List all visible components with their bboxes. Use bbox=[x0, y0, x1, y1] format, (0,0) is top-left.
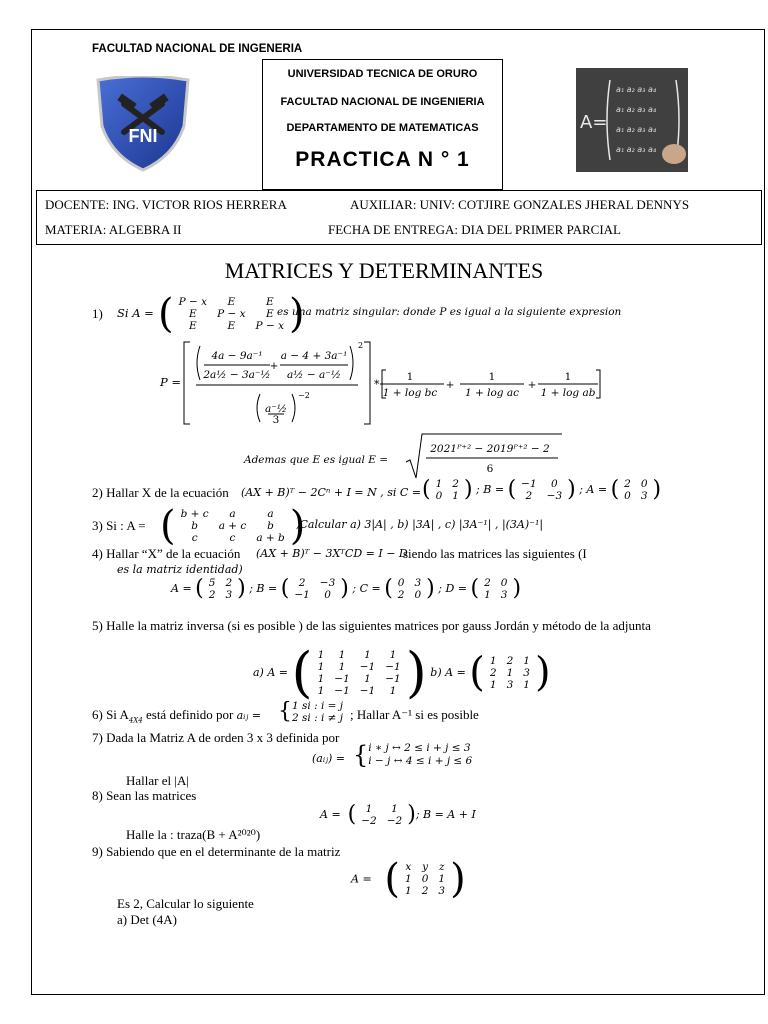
svg-text:1 + log ab: 1 + log ab bbox=[540, 387, 596, 399]
problem-9-es: Es 2, Calcular lo siguiente bbox=[117, 896, 254, 911]
svg-text:a₁ a₂ a₃ a₄: a₁ a₂ a₃ a₄ bbox=[616, 125, 657, 134]
svg-text:2021ᴾ⁺² − 2019ᴾ⁺² − 2: 2021ᴾ⁺² − 2019ᴾ⁺² − 2 bbox=[430, 443, 550, 455]
problem-8-halle: Halle la : traza(B + A²⁰²⁰) bbox=[126, 827, 261, 842]
svg-text:a½ − a⁻½: a½ − a⁻½ bbox=[287, 369, 341, 381]
svg-text:a₁ a₂ a₃ a₄: a₁ a₂ a₃ a₄ bbox=[616, 145, 657, 154]
svg-text:a₁ a₂ a₃ a₄: a₁ a₂ a₃ a₄ bbox=[616, 105, 657, 114]
svg-text:2: 2 bbox=[358, 341, 364, 350]
materia-label: MATERIA: ALGEBRA II bbox=[45, 222, 182, 237]
problem-3-text: 3) Si : A = bbox=[92, 518, 146, 533]
logo-text: FNI bbox=[128, 126, 158, 146]
problem-6-case-1: 1 si : i = j bbox=[292, 699, 344, 712]
problem-8-matrix: A = ( 1 1 −2 −2 ); B = A + I bbox=[320, 802, 476, 827]
institution-box bbox=[262, 59, 503, 190]
problem-4-identity: es la matriz identidad) bbox=[117, 563, 243, 576]
svg-text:6: 6 bbox=[486, 463, 494, 475]
problem-3-calc: ,Calcular a) 3|A| , b) |3A| , c) |3A⁻¹| , |(3A)⁻¹| bbox=[296, 518, 544, 531]
problem-4-text: 4) Hallar “X” de la ecuación bbox=[92, 546, 241, 561]
problem-9-matrix: A = ( x y z 1 0 1 1 2 3 ) bbox=[351, 856, 466, 902]
problem-1-matrix: ( P − x E E E P − x E E E P − x ) bbox=[158, 291, 305, 337]
problem-3-matrix: ( b + c a a b a + c b c c a + b ) bbox=[160, 503, 306, 549]
problem-1-E-expression bbox=[404, 432, 564, 480]
problem-2-matrices: ( 1 2 0 1 ) ; B = ( −1 0 2 −3 ) ; A = ( 2 0 0 3 ) bbox=[422, 477, 662, 502]
course-info-box bbox=[36, 190, 762, 245]
problem-6-tail: ; Hallar A⁻¹ si es posible bbox=[350, 707, 479, 722]
problem-5-text: 5) Halle la matriz inversa (si es posible ) de las siguientes matrices por gauss Jordán y método de la adjunta bbox=[92, 618, 651, 633]
svg-text:3: 3 bbox=[272, 414, 280, 426]
problem-6-case-2: 2 si : i ≠ j bbox=[292, 711, 344, 724]
problem-7-hallar: Hallar el |A| bbox=[126, 773, 189, 788]
problem-2-text: 2) Hallar X de la ecuación bbox=[92, 485, 229, 500]
problem-1-si: Si A = bbox=[117, 306, 154, 320]
svg-text:1: 1 bbox=[406, 371, 414, 383]
svg-text:a⁻½: a⁻½ bbox=[265, 403, 287, 415]
auxiliar-label: AUXILIAR: UNIV: COTJIRE GONZALES JHERAL DENNYS bbox=[350, 197, 690, 212]
faculty-heading: FACULTAD NACIONAL DE INGENERIA bbox=[92, 43, 303, 55]
problem-9-A-label: A = bbox=[351, 872, 372, 886]
fni-logo bbox=[94, 76, 192, 172]
practice-title: PRACTICA N ° 1 bbox=[295, 148, 470, 171]
problem-6-subscript: 4X4 bbox=[128, 716, 143, 725]
svg-text:+: + bbox=[527, 379, 537, 391]
problem-2-equation: (AX + B)ᵀ − 2Cⁿ + I = N , si C = bbox=[241, 486, 422, 499]
problem-1-P-expression bbox=[182, 340, 602, 426]
svg-text:2a½ − 3a⁻½: 2a½ − 3a⁻½ bbox=[203, 369, 271, 381]
document-title: MATRICES Y DETERMINANTES bbox=[224, 258, 544, 283]
svg-text:1 + log bc: 1 + log bc bbox=[382, 387, 438, 399]
problem-1-number: 1) bbox=[92, 306, 103, 321]
svg-text:1: 1 bbox=[488, 371, 496, 383]
svg-text:1 + log ac: 1 + log ac bbox=[464, 387, 520, 399]
problem-6-mid: está definido por bbox=[142, 707, 237, 722]
svg-text:−2: −2 bbox=[298, 391, 310, 400]
svg-text:+: + bbox=[269, 360, 279, 372]
problem-7-text: 7) Dada la Matriz A de orden 3 x 3 definida por bbox=[92, 730, 340, 745]
university-name: UNIVERSIDAD TECNICA DE ORURO bbox=[287, 68, 478, 80]
problem-7-case-1: i ∗ j ↔ 2 ≤ i + j ≤ 3 bbox=[368, 742, 471, 754]
svg-text:*: * bbox=[374, 378, 380, 391]
problem-7-aij: (aᵢⱼ) = bbox=[312, 752, 345, 765]
problem-4-equation: (AX + B)ᵀ − 3XᵀCD = I − D bbox=[256, 547, 408, 560]
chalkboard-matrix-image bbox=[576, 68, 688, 172]
svg-text:a − 4 + 3a⁻¹: a − 4 + 3a⁻¹ bbox=[280, 350, 348, 362]
department-name: DEPARTAMENTO DE MATEMATICAS bbox=[286, 122, 479, 134]
problem-4-tail: siendo las matrices las siguientes (I bbox=[403, 546, 587, 561]
fecha-label: FECHA DE ENTREGA: DIA DEL PRIMER PARCIAL bbox=[328, 222, 622, 237]
problem-6-text bbox=[92, 707, 261, 725]
docente-label: DOCENTE: ING. VICTOR RIOS HERRERA bbox=[45, 197, 287, 212]
problem-7-cases: { i ∗ j ↔ 2 ≤ i + j ≤ 3 i − j ↔ 4 ≤ i + j ≤ 6 bbox=[353, 741, 473, 769]
problem-6-cases: { 1 si : i = j 2 si : i ≠ j bbox=[278, 699, 344, 724]
problem-8-B: ; B = A + I bbox=[415, 808, 476, 821]
problem-4-matrices: A = ( 5 2 2 3 ) ; B = ( 2 −3 −1 0 ) ; C = ( 0 3 2 0 ) ; D = ( 2 0 1 3 ) bbox=[171, 576, 522, 601]
svg-text:4a − 9a⁻¹: 4a − 9a⁻¹ bbox=[211, 350, 263, 362]
problem-6-aij: aᵢⱼ = bbox=[236, 709, 261, 722]
svg-text:A=: A= bbox=[580, 112, 608, 133]
problem-9-text: 9) Sabiendo que en el determinante de la matriz bbox=[92, 844, 341, 859]
svg-text:+: + bbox=[445, 379, 455, 391]
svg-text:a₁ a₂ a₃ a₄: a₁ a₂ a₃ a₄ bbox=[616, 85, 657, 94]
problem-9-item-a: a) Det (4A) bbox=[117, 912, 177, 927]
problem-6-si: 6) Si A bbox=[92, 707, 129, 722]
problem-1-ademas: Ademas que E es igual E = bbox=[244, 454, 389, 466]
svg-text:1: 1 bbox=[564, 371, 572, 383]
problem-7-case-2: i − j ↔ 4 ≤ i + j ≤ 6 bbox=[368, 755, 473, 767]
faculty-name: FACULTAD NACIONAL DE INGENIERIA bbox=[280, 96, 485, 108]
problem-1-text: es una matriz singular: donde P es igual a la siguiente expresion bbox=[277, 306, 622, 318]
problem-8-text: 8) Sean las matrices bbox=[92, 788, 197, 803]
problem-8-A-label: A = bbox=[320, 808, 341, 821]
problem-1-P: P = bbox=[160, 375, 182, 389]
problem-5-matrices: a) A = ( 1 1 1 1 1 1 −1 −1 1 −1 1 −1 1 −1 −1 1 ) b) A = ( 1 2 1 2 1 3 1 3 1 ) bbox=[253, 641, 551, 704]
